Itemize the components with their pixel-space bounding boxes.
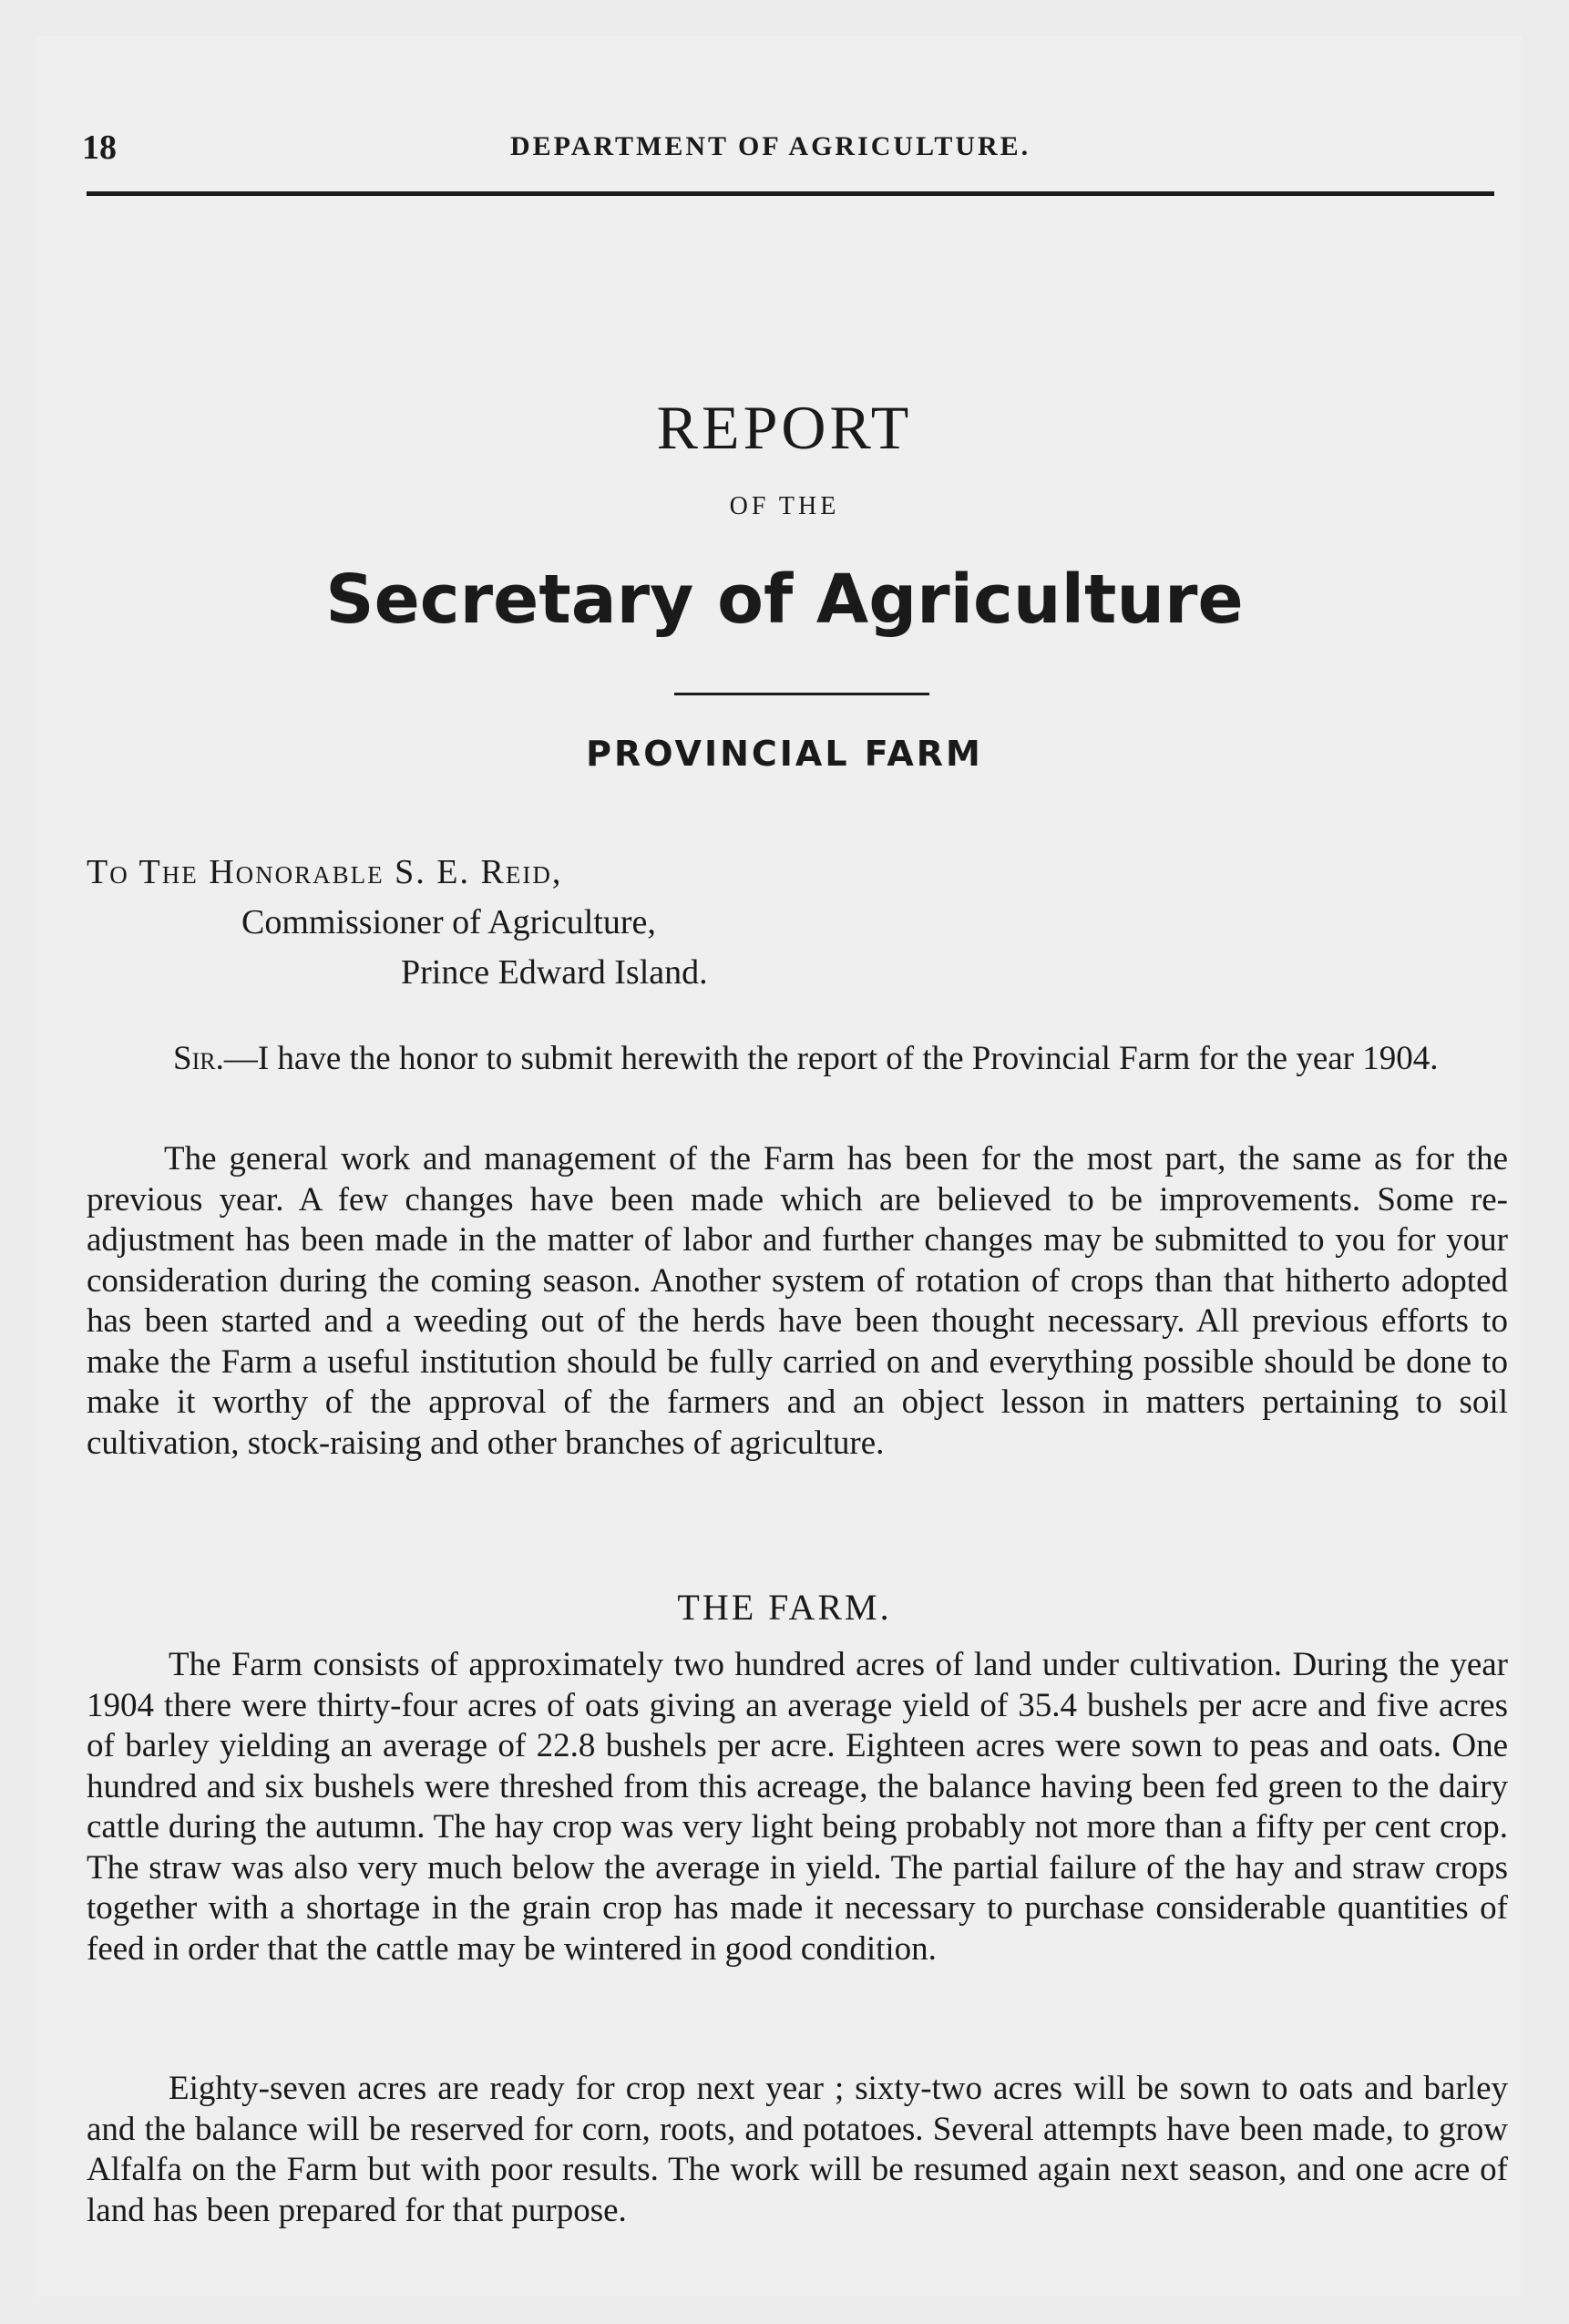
report-title: REPORT bbox=[656, 393, 913, 462]
section-title: PROVINCIAL FARM bbox=[586, 734, 983, 774]
address-line-3: Prince Edward Island. bbox=[401, 953, 708, 992]
salutation-sir: Sir. bbox=[173, 1040, 224, 1077]
title-rule bbox=[674, 693, 929, 695]
main-title: Secretary of Agriculture bbox=[325, 560, 1244, 639]
address-line-2: Commissioner of Agriculture, bbox=[241, 903, 656, 941]
paragraph-crops: Eighty-seven acres are ready for crop next year ; sixty-two acres will be sown to oats and barley and the balance will be reserved for corn, roots, and potatoes. Several attempts have been made, to grow Alfalfa on the Farm but with poor results. The work will be resumed again next season, and one acre of land has been prepared for that purpose. bbox=[87, 2070, 1508, 2229]
paragraph-intro bbox=[87, 1039, 1508, 1080]
address-line-1: To The Honorable S. E. Reid, bbox=[87, 853, 563, 891]
paragraph-management: The general work and management of the Farm has been for the most part, the same as for the previous year. A few changes have been made which are believed to be improvements. Some re-adjustment has been made in the matter of labor and further changes may be submitted to you for your consideration during the coming season. Another system of rotation of crops than that hitherto adopted has been started and a weeding out of the herds have been thought necessary. All previous efforts to make the Farm a useful institution should be fully carried on and everything possible should be done to make it worthy of the approval of the farmers and an object lesson in matters pertaining to soil cultivation, stock-raising and other branches of agriculture. bbox=[87, 1140, 1508, 1462]
intro-text: —I have the honor to submit herewith the report of the Provincial Farm for the year 1904. bbox=[223, 1040, 1439, 1077]
running-head bbox=[82, 128, 1485, 173]
paragraph-farm: The Farm consists of approximately two hundred acres of land under cultivation. During the year 1904 there were thirty-four acres of oats giving an average yield of 35.4 bushels per acre and five acres of barley yielding an average of 22.8 bushels per acre. Eighteen acres were sown to peas and oats. One hundred and six bushels were threshed from this acreage, the balance having been fed green to the dairy cattle during the autumn. The hay crop was very light being probably not more than a fifty per cent crop. The straw was also very much below the average in yield. The partial failure of the hay and straw crops together with a shortage in the grain crop has made it necessary to purchase considerable quantities of feed in order that the cattle may be wintered in good condition. bbox=[87, 1646, 1508, 1968]
of-the-line: OF THE bbox=[729, 492, 840, 520]
header-rule bbox=[87, 191, 1494, 196]
farm-heading: THE FARM. bbox=[677, 1587, 892, 1628]
running-title: DEPARTMENT OF AGRICULTURE. bbox=[510, 131, 1031, 161]
page-number: 18 bbox=[82, 129, 117, 167]
